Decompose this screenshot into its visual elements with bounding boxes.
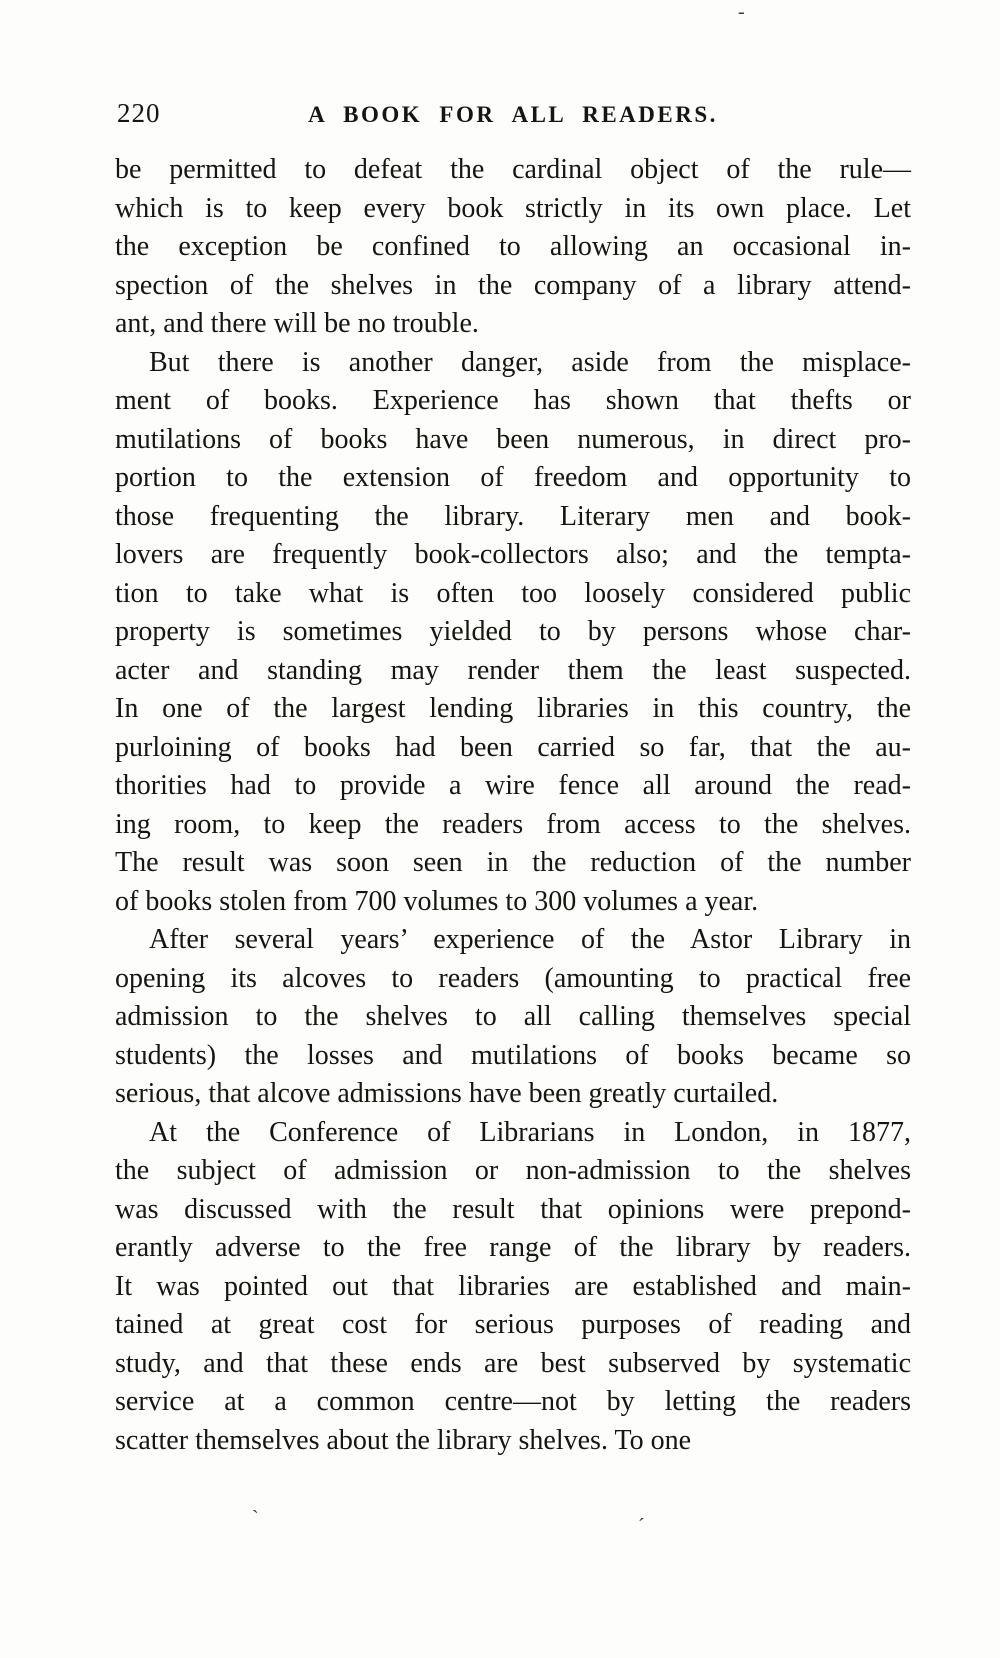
text-line: opening its alcoves to readers (amounting to practical free [115, 962, 911, 994]
paragraph [115, 344, 911, 922]
text-line: ing room, to keep the readers from access to the shelves. [115, 808, 911, 840]
text-line: admission to the shelves to all calling themselves special [115, 1001, 911, 1032]
text-line: acter and standing may render them the least suspected. [115, 654, 911, 686]
text-line: spection of the shelves in the company of a library attend- [115, 269, 911, 301]
text-line: study, and that these ends are best subserved by systematic [115, 1347, 911, 1379]
text-line: After several years’ experience of the Astor Library in [149, 924, 911, 955]
text-line: In one of the largest lending libraries in this country, the [115, 693, 911, 724]
page-body [115, 151, 911, 1460]
text-line: was discussed with the result that opinions were prepond- [115, 1193, 911, 1225]
text-line: thorities had to provide a wire fence all around the read- [115, 770, 911, 801]
text-line: tained at great cost for serious purposes of reading and [115, 1309, 911, 1340]
scan-artifact-bottom-right: ´ [638, 1515, 645, 1537]
text-line: serious, that alcove admissions have been greatly curtailed. [115, 1078, 779, 1109]
running-title: A BOOK FOR ALL READERS. [308, 102, 718, 127]
scan-artifact-top-right: - [738, 1, 745, 23]
text-line: ant, and there will be no trouble. [115, 308, 479, 339]
paragraph [115, 921, 911, 1114]
text-line: which is to keep every book strictly in its own place. Let [115, 192, 911, 224]
text-line: those frequenting the library. Literary men and book- [115, 500, 911, 532]
paragraph [115, 151, 911, 344]
text-line: It was pointed out that libraries are established and main- [115, 1270, 911, 1302]
text-line: But there is another danger, aside from the misplace- [149, 346, 911, 378]
text-line: purloining of books had been carried so far, that the au- [115, 731, 911, 763]
text-line: At the Conference of Librarians in London, in 1877, [149, 1116, 911, 1148]
text-line: mutilations of books have been numerous, in direct pro- [115, 423, 911, 455]
scan-artifact-bottom-left: ` [252, 1507, 259, 1529]
text-line: the subject of admission or non-admission to the shelves [115, 1155, 911, 1186]
text-line: scatter themselves about the library shelves. To one [115, 1424, 692, 1456]
text-line: be permitted to defeat the cardinal object of the rule— [115, 154, 911, 185]
text-line: of books stolen from 700 volumes to 300 volumes a year. [115, 885, 759, 917]
text-line: ment of books. Experience has shown that thefts or [115, 385, 911, 416]
paragraph [115, 1114, 911, 1461]
text-line: property is sometimes yielded to by persons whose char- [115, 616, 911, 647]
text-line: erantly adverse to the free range of the library by readers. [115, 1232, 911, 1263]
text-line: lovers are frequently book-collectors also; and the tempta- [115, 539, 911, 570]
text-line: portion to the extension of freedom and opportunity to [115, 462, 911, 493]
page-header [115, 98, 911, 132]
text-line: service at a common centre—not by letting the readers [115, 1386, 911, 1417]
text-line: the exception be confined to allowing an occasional in- [115, 231, 911, 262]
text-line: The result was soon seen in the reduction of the number [115, 847, 911, 878]
text-line: students) the losses and mutilations of books became so [115, 1039, 911, 1071]
text-line: tion to take what is often too loosely considered public [115, 577, 911, 609]
page-number: 220 [117, 98, 161, 128]
